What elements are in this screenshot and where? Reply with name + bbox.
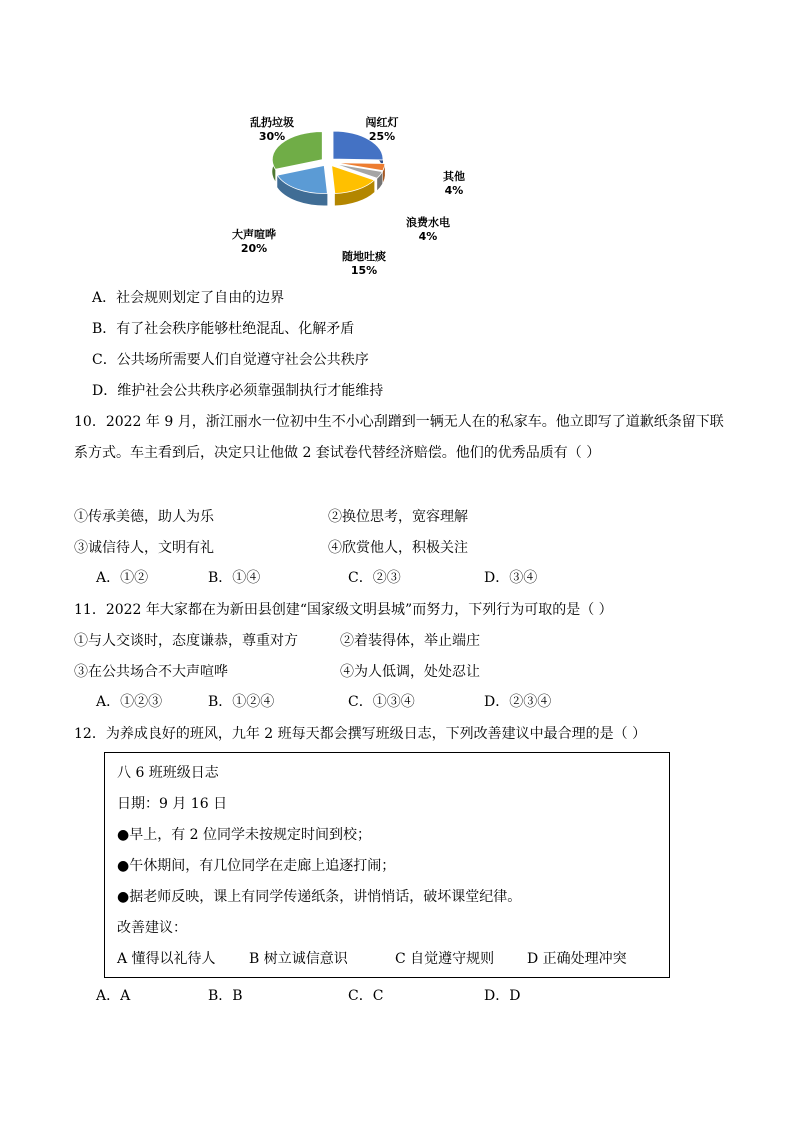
log-title: 八 6 班班级日志: [117, 765, 219, 781]
q12-choice-a: A．A: [96, 988, 131, 1004]
q11-item-3: ③在公共场合不大声喧哗: [74, 664, 228, 680]
log-entry-2: ●午休期间，有几位同学在走廊上追逐打闹；: [117, 858, 396, 874]
pie-chart: [232, 108, 465, 277]
pie-pct-label-1: 4%: [444, 184, 464, 197]
log-suggestion-a: A 懂得以礼待人: [117, 951, 216, 967]
pie-pct-label-5: 30%: [258, 130, 286, 143]
q12-stem: 12．为养成良好的班风，九年 2 班每天都会撰写班级日志，下列改善建议中最合理的是（ ）: [74, 726, 647, 742]
q11-choice-c: C．①③④: [348, 694, 415, 710]
pie-label-4: 大声喧哗: [232, 228, 276, 241]
q11-item-2: ②着装得体，举止端庄: [340, 633, 480, 649]
q10-choice-b: B．①④: [208, 570, 261, 586]
q10-item-2: ②换位思考，宽容理解: [328, 509, 468, 525]
log-suggestion-c: C 自觉遵守规则: [395, 951, 495, 967]
q11-item-1: ①与人交谈时，态度谦恭，尊重对方: [74, 633, 298, 649]
pie-label-3: 随地吐痰: [342, 250, 386, 263]
q9-option-c: C．公共场所需要人们自觉遵守社会公共秩序: [92, 352, 369, 368]
q10-item-3: ③诚信待人，文明有礼: [74, 540, 214, 556]
q9-option-a: A．社会规则划定了自由的边界: [92, 290, 285, 306]
q10-item-1: ①传承美德，助人为乐: [74, 509, 214, 525]
pie-label-2: 浪费水电: [406, 216, 450, 229]
q9-option-b: B．有了社会秩序能够杜绝混乱、化解矛盾: [92, 321, 355, 337]
q12-choice-b: B．B: [208, 988, 243, 1004]
q10-stem: 10．2022 年 9 月，浙江丽水一位初中生不小心刮蹭到一辆无人在的私家车。他立即写了道歉纸条留下联系方式。车主看到后，决定只让他做 2 套试卷代替经济赔偿。他们的优秀品质有（ ）: [74, 414, 724, 461]
q11-choice-a: A．①②③: [96, 694, 163, 710]
q9-option-d: D．维护社会公共秩序必须靠强制执行才能维持: [92, 383, 384, 399]
pie-label-0: 闯红灯: [365, 116, 399, 129]
pie-chart-svg: [232, 108, 465, 277]
log-entry-1: ●早上，有 2 位同学未按规定时间到校；: [117, 827, 372, 843]
q11-item-4: ④为人低调，处处忍让: [340, 664, 480, 680]
q11-choice-d: D．②③④: [484, 694, 552, 710]
pie-pct-label-4: 20%: [240, 242, 268, 255]
q10-choice-a: A．①②: [96, 570, 149, 586]
log-entry-3: ●据老师反映，课上有同学传递纸条，讲悄悄话，破坏课堂纪律。: [117, 889, 522, 905]
q11-stem: 11．2022 年大家都在为新田县创建“国家级文明县城”而努力，下列行为可取的是（ ）: [74, 602, 613, 618]
q10-choice-d: D．③④: [484, 570, 538, 586]
pie-pct-label-2: 4%: [418, 230, 438, 243]
pie-pct-label-3: 15%: [350, 264, 378, 277]
log-suggestion-b: B 树立诚信意识: [249, 951, 348, 967]
q11-choice-b: B．①②④: [208, 694, 275, 710]
pie-label-5: 乱扔垃圾: [250, 116, 294, 129]
pie-label-1: 其他: [443, 170, 465, 183]
q12-choice-d: D．D: [484, 988, 521, 1004]
log-suggestion-d: D 正确处理冲突: [527, 951, 627, 967]
log-date: 日期：9 月 16 日: [117, 796, 228, 812]
pie-pct-label-0: 25%: [368, 130, 396, 143]
log-suggest-label: 改善建议：: [117, 920, 187, 936]
class-log-box: [104, 752, 670, 978]
q10-choice-c: C．②③: [348, 570, 401, 586]
q10-item-4: ④欣赏他人，积极关注: [328, 540, 468, 556]
q12-choice-c: C．C: [348, 988, 384, 1004]
